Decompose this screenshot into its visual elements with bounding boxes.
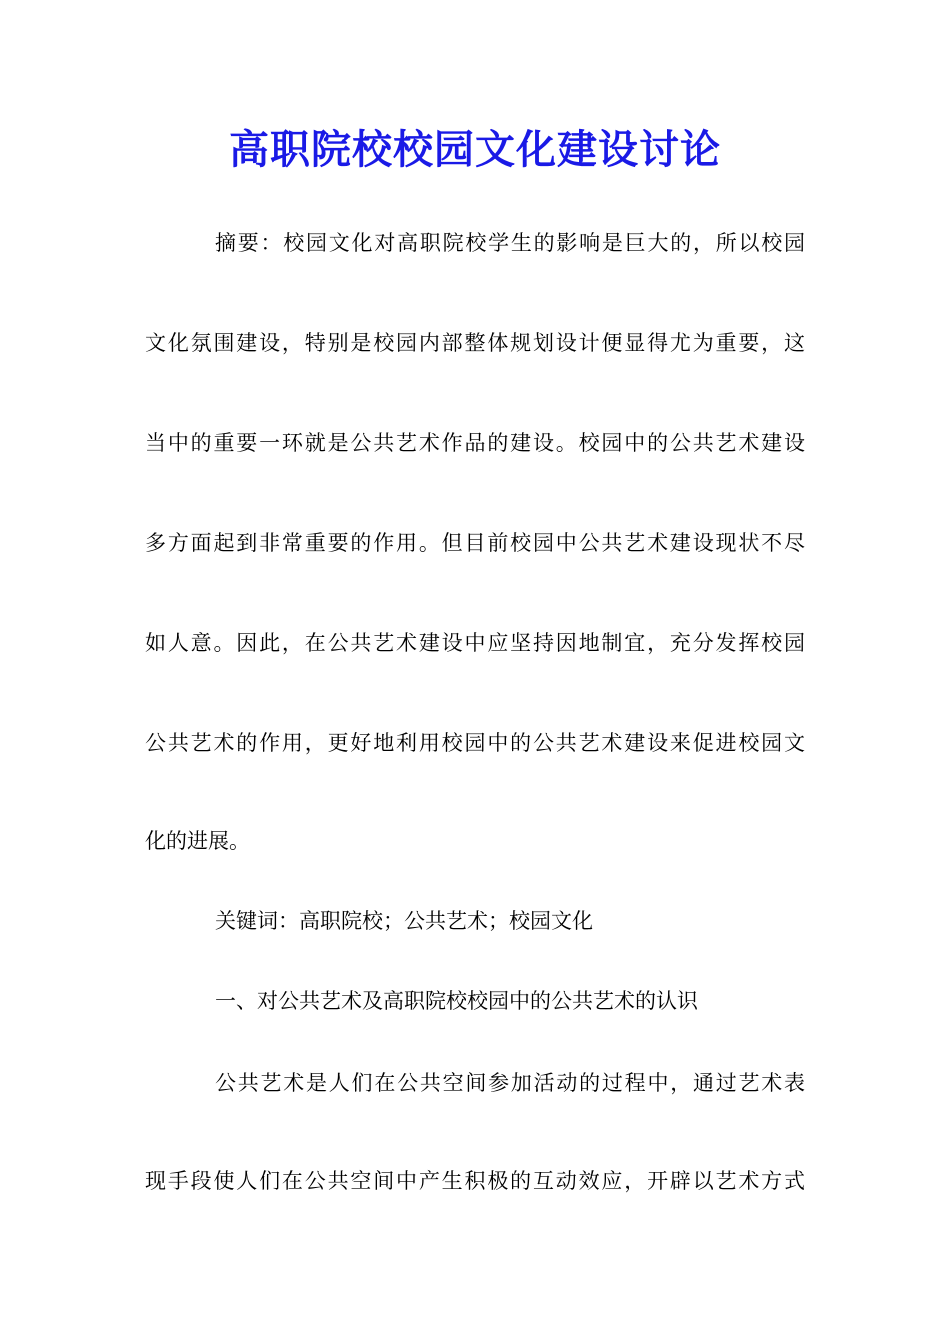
body-line-1: 公共艺术是人们在公共空间参加活动的过程中，通过艺术表 [215,1071,805,1095]
abstract-line-6: 公共艺术的作用，更好地利用校园中的公共艺术建设来促进校园文 [145,731,805,755]
abstract-line-2: 文化氛围建设，特别是校园内部整体规划设计便显得尤为重要，这 [145,331,805,355]
abstract-line-5: 如人意。因此，在公共艺术建设中应坚持因地制宜，充分发挥校园 [145,631,805,655]
abstract-line-1: 摘要：校园文化对高职院校学生的影响是巨大的，所以校园 [215,231,805,255]
abstract-line-3: 当中的重要一环就是公共艺术作品的建设。校园中的公共艺术建设 [145,431,805,455]
document-title: 高职院校校园文化建设讨论 [229,126,721,173]
abstract-line-7: 化的进展。 [145,829,250,853]
body-line-2: 现手段使人们在公共空间中产生积极的互动效应，开辟以艺术方式 [145,1169,805,1193]
section-heading: 一、对公共艺术及高职院校校园中的公共艺术的认识 [215,989,698,1013]
keywords-line: 关键词：高职院校；公共艺术；校园文化 [215,909,593,933]
abstract-line-4: 多方面起到非常重要的作用。但目前校园中公共艺术建设现状不尽 [145,531,805,555]
